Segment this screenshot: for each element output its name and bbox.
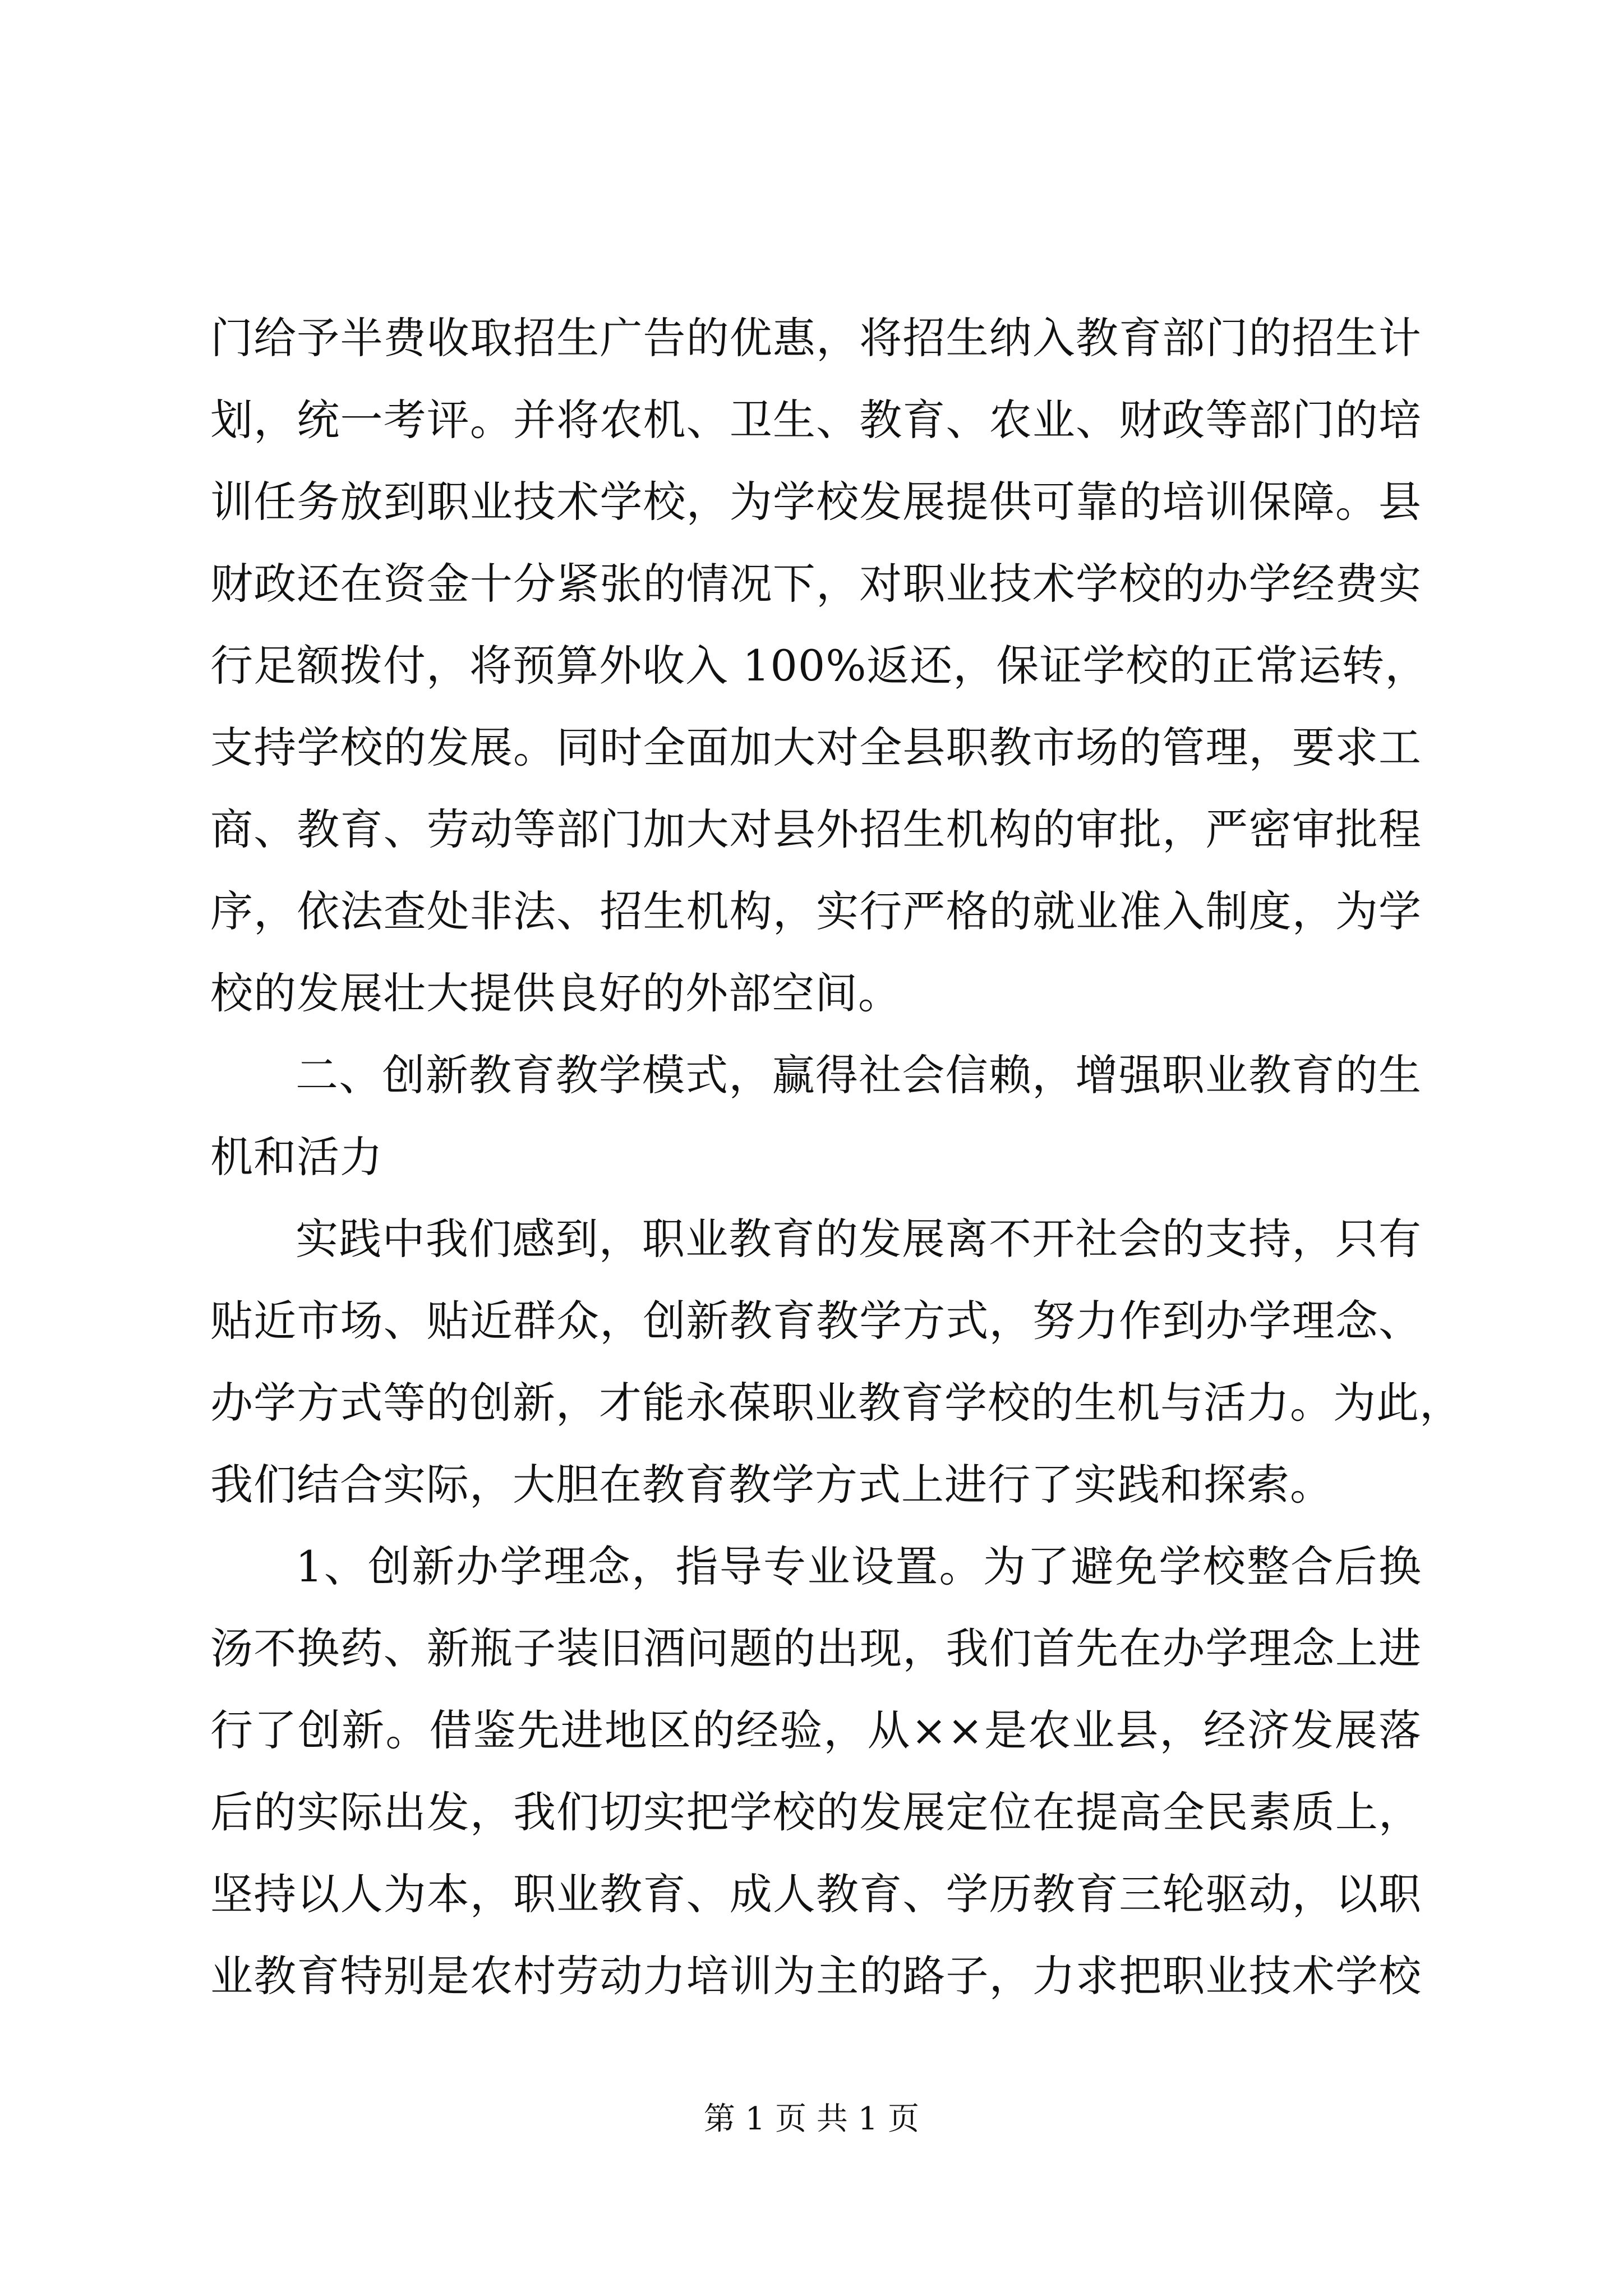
text-line: 我们结合实际，大胆在教育教学方式上进行了实践和探索。 bbox=[210, 1460, 1333, 1510]
text-line: 财政还在资金十分紧张的情况下，对职业技术学校的办学经费实 bbox=[210, 559, 1422, 609]
text-line: 序，依法查处非法、招生机构，实行严格的就业准入制度，为学 bbox=[210, 886, 1422, 936]
text-line: 办学方式等的创新，才能永葆职业教育学校的生机与活力。为此， bbox=[210, 1378, 1463, 1428]
text-line: 坚持以人为本，职业教育、成人教育、学历教育三轮驱动，以职 bbox=[210, 1869, 1422, 1919]
text-line: 1、创新办学理念，指导专业设置。为了避免学校整合后换 bbox=[296, 1542, 1422, 1591]
text-line: 后的实际出发，我们切实把学校的发展定位在提高全民素质上， bbox=[210, 1787, 1422, 1837]
text-line: 支持学校的发展。同时全面加大对全县职教市场的管理，要求工 bbox=[210, 723, 1422, 772]
document-body bbox=[210, 297, 1463, 2017]
text-line: 划，统一考评。并将农机、卫生、教育、农业、财政等部门的培 bbox=[210, 395, 1422, 445]
text-line: 实践中我们感到，职业教育的发展离不开社会的支持，只有 bbox=[296, 1214, 1422, 1264]
section-heading-line: 机和活力 bbox=[210, 1132, 383, 1182]
text-line: 行足额拨付，将预算外收入 100%返还，保证学校的正常运转， bbox=[210, 641, 1428, 691]
text-line: 行了创新。借鉴先进地区的经验，从××是农业县，经济发展落 bbox=[210, 1705, 1422, 1755]
text-line: 训任务放到职业技术学校，为学校发展提供可靠的培训保障。县 bbox=[210, 477, 1422, 527]
section-heading-line: 二、创新教育教学模式，赢得社会信赖，增强职业教育的生 bbox=[296, 1050, 1422, 1100]
text-line: 业教育特别是农村劳动力培训为主的路子，力求把职业技术学校 bbox=[210, 1951, 1422, 2001]
text-line: 商、教育、劳动等部门加大对县外招生机构的审批，严密审批程 bbox=[210, 804, 1422, 854]
text-line: 汤不换药、新瓶子装旧酒问题的出现，我们首先在办学理念上进 bbox=[210, 1623, 1422, 1673]
text-line: 门给予半费收取招生广告的优惠，将招生纳入教育部门的招生计 bbox=[210, 313, 1422, 363]
page-footer: 第 1 页 共 1 页 bbox=[703, 2101, 920, 2137]
text-line: 贴近市场、贴近群众，创新教育教学方式，努力作到办学理念、 bbox=[210, 1296, 1422, 1346]
text-line: 校的发展壮大提供良好的外部空间。 bbox=[210, 968, 901, 1018]
